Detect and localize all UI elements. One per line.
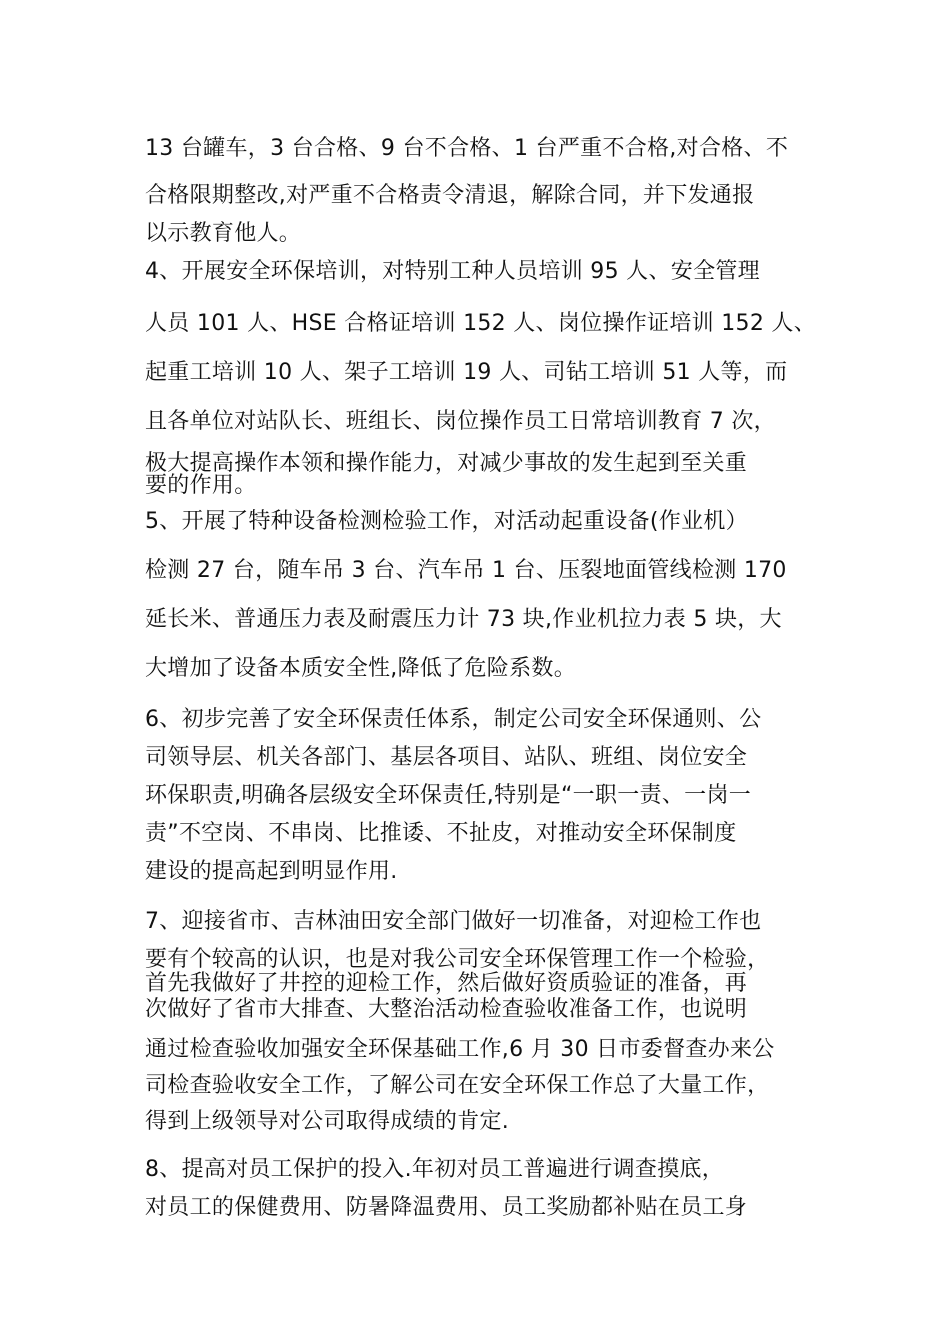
text-line: 极大提高操作本领和操作能力，对减少事故的发生起到至关重 [145,451,748,476]
text-line: 首先我做好了井控的迎检工作，然后做好资质验证的准备，再 [145,971,748,996]
text-line: 4、开展安全环保培训，对特别工种人员培训 95 人、安全管理 [145,259,760,284]
text-line: 6、初步完善了安全环保责任体系，制定公司安全环保通则、公 [145,707,762,732]
text-line: 环保职责,明确各层级安全环保责任,特别是“一职一责、一岗一 [145,783,752,808]
text-line: 司检查验收安全工作，了解公司在安全环保工作总了大量工作， [145,1073,770,1098]
text-line: 建设的提高起到明显作用. [145,859,398,884]
text-line: 人员 101 人、HSE 合格证培训 152 人、岗位操作证培训 152 人、 [145,311,817,336]
text-line: 7、迎接省市、吉林油田安全部门做好一切准备，对迎检工作也 [145,909,762,934]
text-line: 次做好了省市大排查、大整治活动检查验收准备工作，也说明 [145,997,748,1022]
text-line: 5、开展了特种设备检测检验工作，对活动起重设备(作业机） [145,509,748,534]
text-line: 大增加了设备本质安全性,降低了危险系数。 [145,656,576,681]
text-line: 以示教育他人。 [145,221,302,246]
text-line: 要有个较高的认识，也是对我公司安全环保管理工作一个检验， [145,947,770,972]
text-line: 且各单位对站队长、班组长、岗位操作员工日常培训教育 7 次， [145,409,776,434]
text-line: 起重工培训 10 人、架子工培训 19 人、司钻工培训 51 人等，而 [145,360,788,385]
text-line: 司领导层、机关各部门、基层各项目、站队、班组、岗位安全 [145,745,748,770]
text-line: 通过检查验收加强安全环保基础工作,6 月 30 日市委督查办来公 [145,1037,775,1062]
text-line: 合格限期整改,对严重不合格责令清退，解除合同，并下发通报 [145,183,755,208]
text-line: 得到上级领导对公司取得成绩的肯定. [145,1109,510,1134]
text-line: 延长米、普通压力表及耐震压力计 73 块,作业机拉力表 5 块，大 [145,607,782,632]
text-line: 8、提高对员工保护的投入.年初对员工普遍进行调查摸底， [145,1157,725,1182]
text-line: 责”不空岗、不串岗、比推诿、不扯皮，对推动安全环保制度 [145,821,737,846]
text-line: 要的作用。 [145,473,257,498]
text-line: 对员工的保健费用、防暑降温费用、员工奖励都补贴在员工身 [145,1195,748,1220]
text-line: 检测 27 台，随车吊 3 台、汽车吊 1 台、压裂地面管线检测 170 [145,558,787,583]
text-line: 13 台罐车，3 台合格、9 台不合格、1 台严重不合格,对合格、不 [145,136,789,161]
